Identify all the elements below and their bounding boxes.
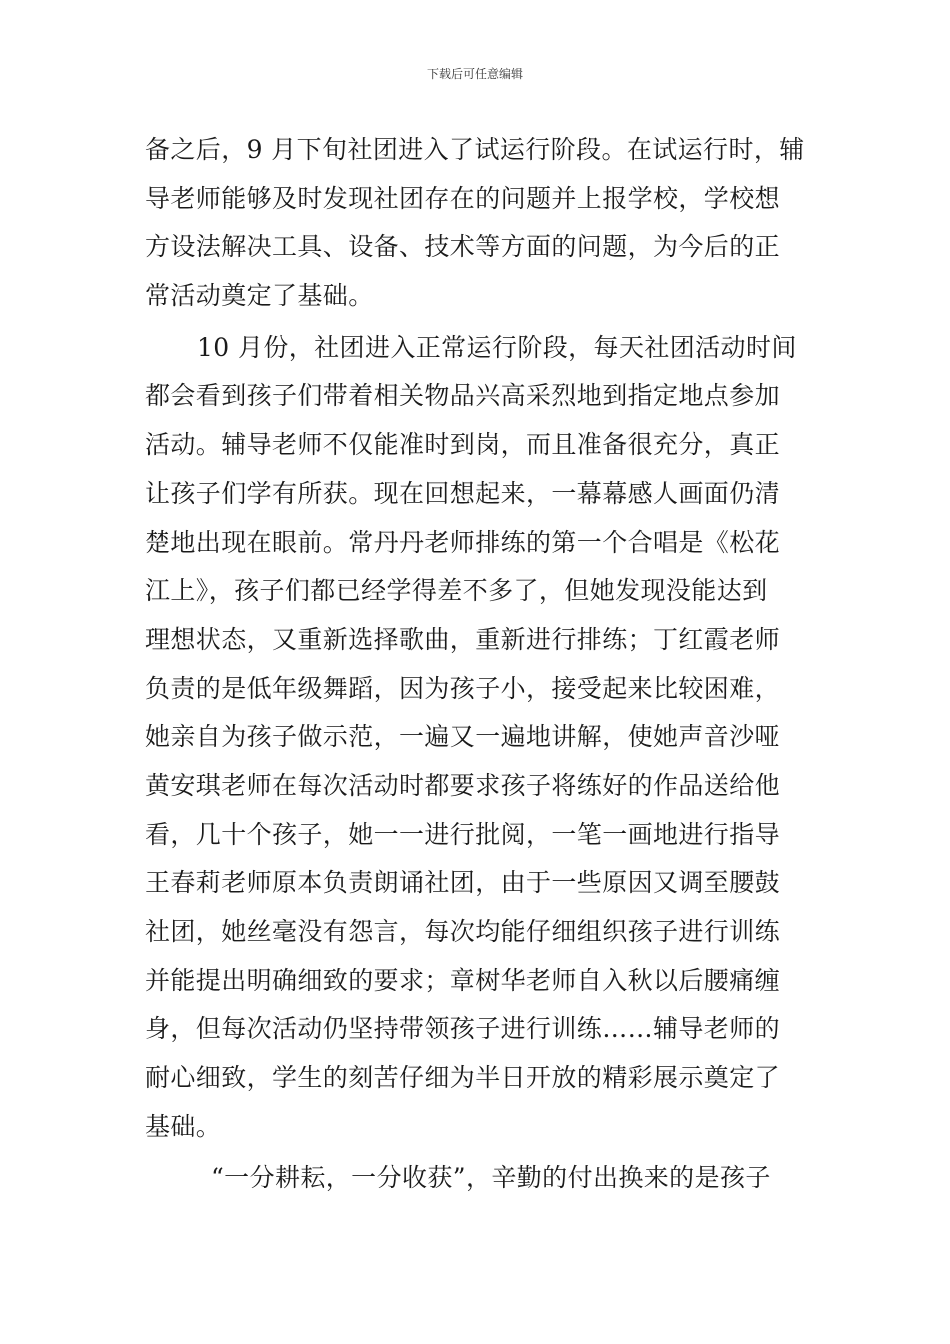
text-line: 王春莉老师原本负责朗诵社团，由于一些原因又调至腰鼓 [145, 868, 781, 898]
text-line: 活动。辅导老师不仅能准时到岗，而且准备很充分，真正 [145, 430, 781, 460]
text-line: 看，几十个孩子，她一一进行批阅，一笔一画地进行指导 [145, 819, 781, 849]
text-line: 耐心细致，学生的刻苦仔细为半日开放的精彩展示奠定了 [145, 1063, 781, 1093]
text-line: 备之后，9 月下旬社团进入了试运行阶段。在试运行时，辅 [145, 135, 805, 164]
text-line: 她亲自为孩子做示范，一遍又一遍地讲解，使她声音沙哑 [145, 722, 781, 752]
paragraph-first-line: “一分耕耘，一分收获”，辛勤的付出换来的是孩子 [211, 1163, 771, 1193]
text-line: 方设法解决工具、设备、技术等方面的问题，为今后的正 [145, 232, 781, 262]
text-line: 负责的是低年级舞蹈，因为孩子小，接受起来比较困难， [145, 673, 781, 703]
text-line: 理想状态，又重新选择歌曲，重新进行排练；丁红霞老师 [145, 624, 781, 654]
text-line: 基础。 [145, 1111, 222, 1141]
text-line: 导老师能够及时发现社团存在的问题并上报学校，学校想 [145, 183, 781, 213]
document-body [145, 126, 805, 1203]
page-header: 下载后可任意编辑 [426, 67, 523, 81]
text-line: 让孩子们学有所获。现在回想起来，一幕幕感人画面仍清 [145, 478, 781, 508]
text-line: 楚地出现在眼前。常丹丹老师排练的第一个合唱是《松花 [145, 527, 781, 557]
text-line: 身，但每次活动仍坚持带领孩子进行训练……辅导老师的 [145, 1014, 781, 1044]
text-line: 黄安琪老师在每次活动时都要求孩子将练好的作品送给他 [145, 770, 781, 800]
paragraph-first-line: 10 月份，社团进入正常运行阶段，每天社团活动时间 [197, 332, 797, 362]
text-line: 江上》，孩子们都已经学得差不多了，但她发现没能达到 [145, 576, 768, 606]
text-line: 都会看到孩子们带着相关物品兴高采烈地到指定地点参加 [145, 381, 781, 411]
text-line: 常活动奠定了基础。 [145, 281, 374, 311]
text-line: 社团，她丝毫没有怨言，每次均能仔细组织孩子进行训练 [145, 917, 781, 946]
text-line: 并能提出明确细致的要求；章树华老师自入秋以后腰痛缠 [145, 965, 781, 995]
